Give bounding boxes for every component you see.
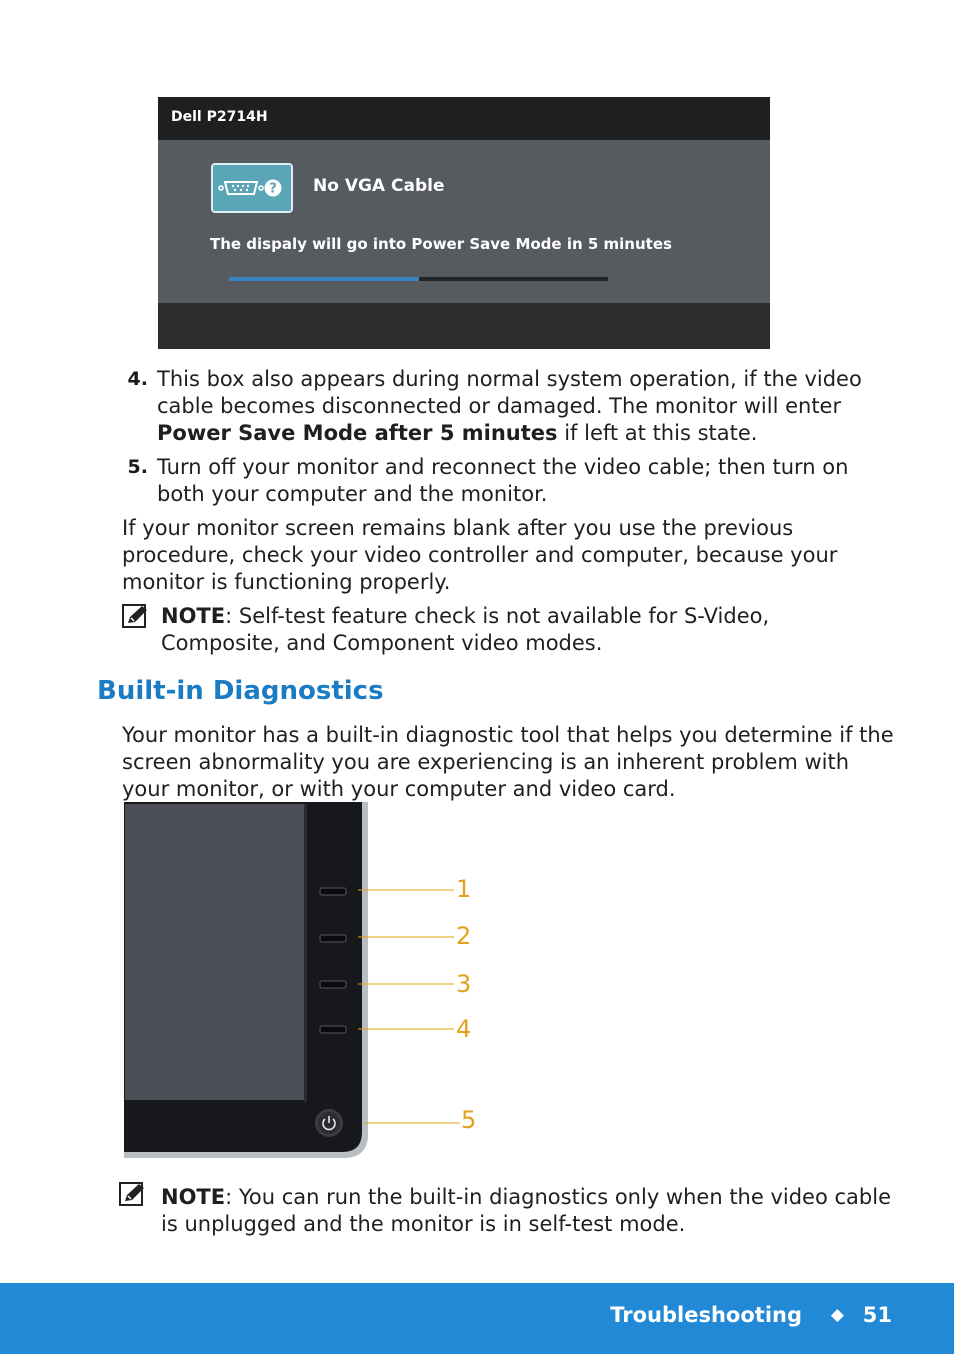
osd-header [158, 97, 770, 140]
callout-label-2: 2 [456, 922, 472, 950]
callout-label-3: 3 [456, 970, 472, 998]
progress-fill [229, 277, 419, 281]
step-text [157, 366, 877, 447]
svg-text:?: ? [269, 181, 277, 197]
step-text-bold: Power Save Mode after 5 minutes [157, 421, 558, 445]
page-number: 51 [862, 1303, 892, 1327]
note [161, 603, 891, 657]
osd-title: Dell P2714H [171, 109, 268, 125]
monitor-bezel-illustration [118, 802, 498, 1164]
body-paragraph: Your monitor has a built-in diagnostic tool that helps you determine if the screen abnormality you are experiencing is an inherent problem with your monitor, or with your computer and video card. [122, 723, 894, 801]
osd-footer [158, 303, 770, 349]
question-icon [264, 179, 282, 197]
callout-label-5: 5 [461, 1106, 477, 1134]
note-label: NOTE [161, 604, 226, 628]
page-footer [0, 1283, 954, 1354]
step-text-part: This box also appears during normal system operation, if the video cable becomes disconnected or damaged. The monitor will enter [157, 367, 862, 418]
footer-section-title: Troubleshooting [610, 1303, 802, 1327]
note-pencil-icon [119, 1182, 147, 1206]
note-label: NOTE [161, 1185, 226, 1209]
callout-label-4: 4 [456, 1015, 472, 1043]
step-number: 5. [127, 456, 148, 478]
note-text: : You can run the built-in diagnostics only when the video cable is unplugged and the monitor is in self-test mode. [161, 1185, 891, 1236]
step-text-part: if left at this state. [557, 421, 758, 445]
note-pencil-icon [122, 604, 150, 628]
power-save-progress [229, 277, 608, 281]
osd-sub-message: The dispaly will go into Power Save Mode in 5 minutes [210, 235, 672, 253]
diamond-separator-icon: ◆ [830, 1305, 844, 1325]
body-paragraph: If your monitor screen remains blank after you use the previous procedure, check your video controller and computer, because your monitor is functioning properly. [122, 516, 838, 594]
osd-message: No VGA Cable [313, 176, 445, 196]
vga-icon-box [211, 163, 293, 213]
note-text: : Self-test feature check is not available for S-Video, Composite, and Component video modes. [161, 604, 770, 655]
step-text: Turn off your monitor and reconnect the video cable; then turn on both your computer and the monitor. [157, 455, 849, 506]
step-number: 4. [127, 368, 148, 390]
osd-dialog [158, 97, 770, 349]
section-heading: Built-in Diagnostics [97, 676, 384, 706]
note [161, 1184, 891, 1238]
callout-label-1: 1 [456, 875, 472, 903]
